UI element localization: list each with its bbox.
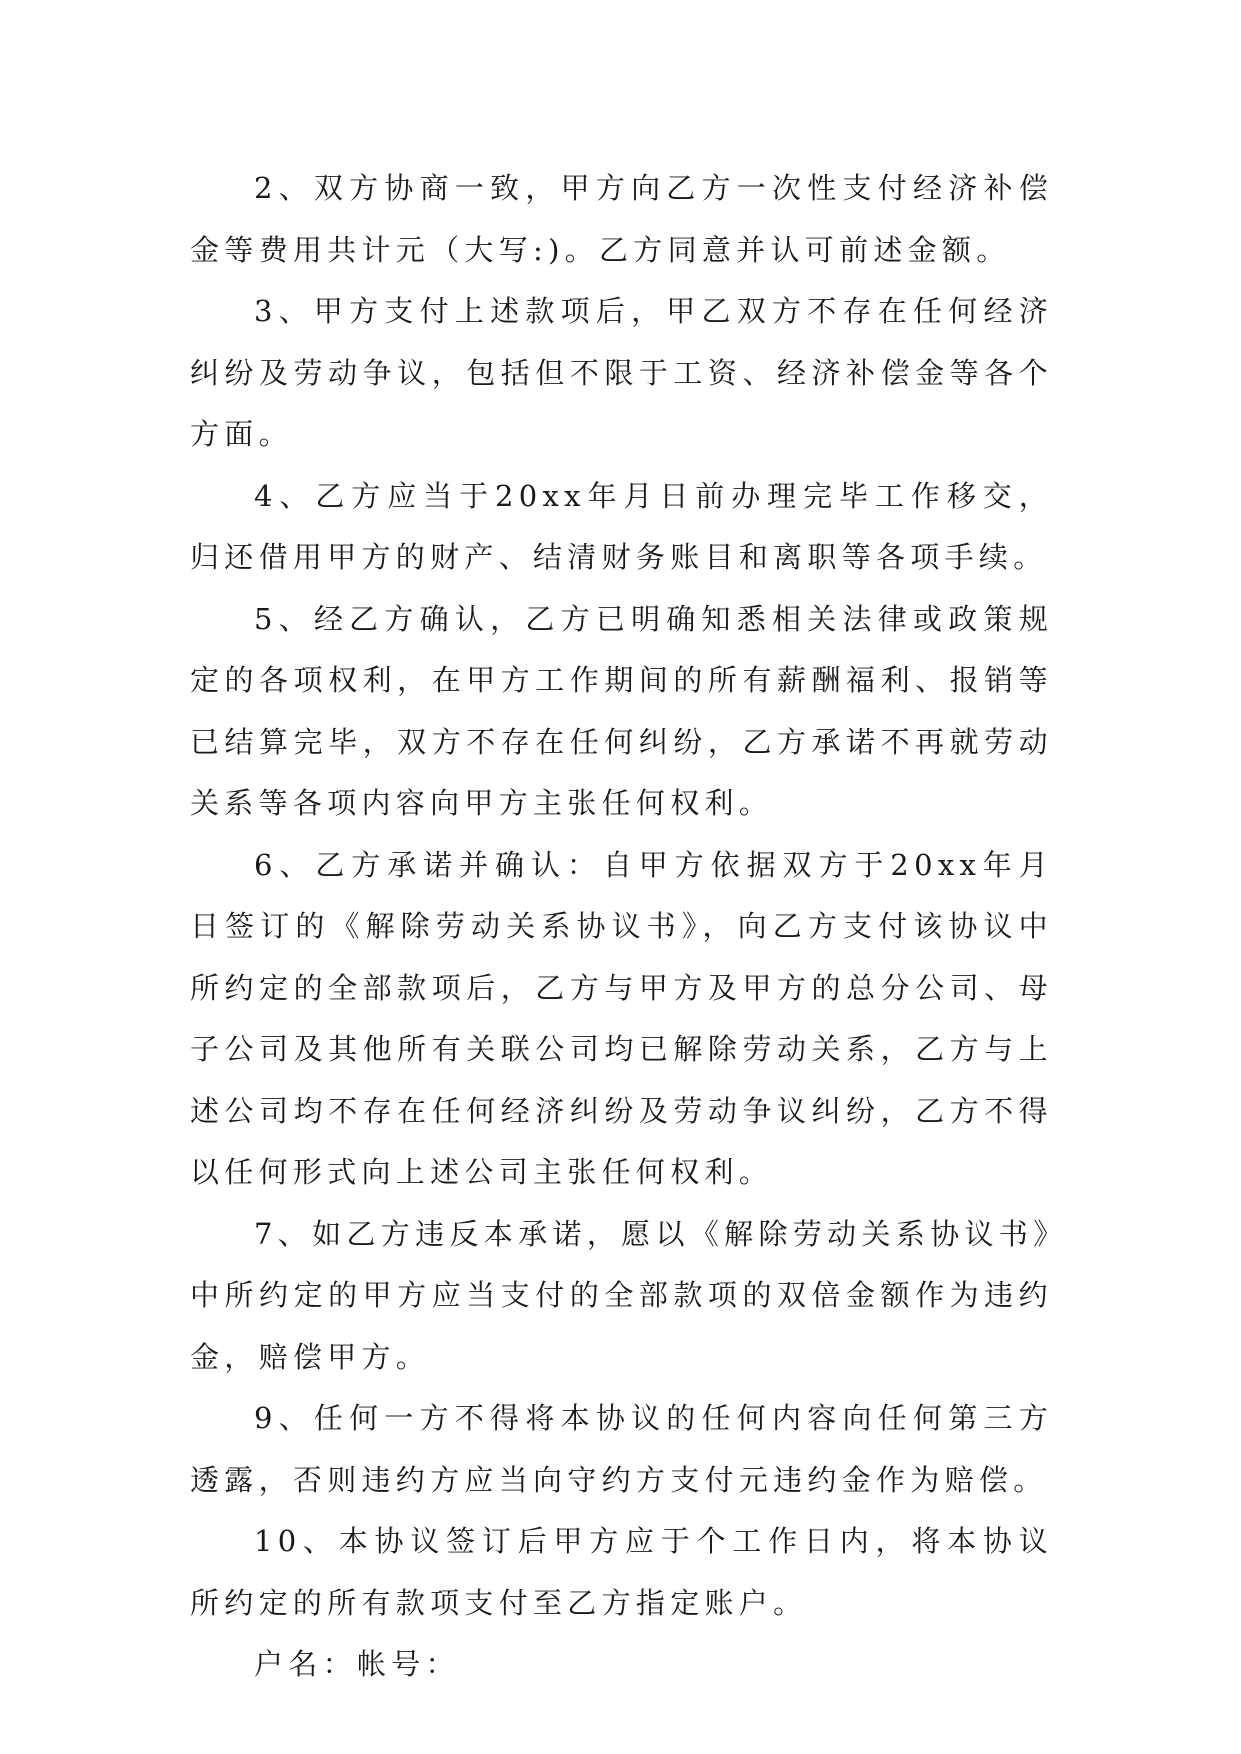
clause-7: 7、如乙方违反本承诺，愿以《解除劳动关系协议书》中所约定的甲方应当支付的全部款项的双倍金额作为违约金，赔偿甲方。 (190, 1216, 1053, 1374)
account-info-line: 户名：帐号： (254, 1647, 460, 1681)
clause-9: 9、任何一方不得将本协议的任何内容向任何第三方透露，否则违约方应当向守约方支付元违约金作为赔偿。 (190, 1401, 1053, 1497)
clause-2: 2、双方协商一致，甲方向乙方一次性支付经济补偿金等费用共计元（大写:)。乙方同意并认可前述金额。 (190, 171, 1053, 267)
clause-6: 6、乙方承诺并确认：自甲方依据双方于20xx年月日签订的《解除劳动关系协议书》，向乙方支付该协议中所约定的全部款项后，乙方与甲方及甲方的总分公司、母子公司及其他所有关联公司均已解除劳动关系，乙方与上述公司均不存在任何经济纠纷及劳动争议纠纷，乙方不得以任何形式向上述公司主张任何权利。 (190, 847, 1053, 1189)
clause-4: 4、乙方应当于20xx年月日前办理完毕工作移交，归还借用甲方的财产、结清财务账目和离职等各项手续。 (190, 478, 1053, 574)
document-body (190, 158, 1053, 1696)
clause-3: 3、甲方支付上述款项后，甲乙双方不存在任何经济纠纷及劳动争议，包括但不限于工资、经济补偿金等各个方面。 (190, 294, 1053, 451)
clause-10: 10、本协议签订后甲方应于个工作日内，将本协议所约定的所有款项支付至乙方指定账户。 (190, 1524, 1053, 1620)
clause-5: 5、经乙方确认，乙方已明确知悉相关法律或政策规定的各项权利，在甲方工作期间的所有薪酬福利、报销等已结算完毕，双方不存在任何纠纷，乙方承诺不再就劳动关系等各项内容向甲方主张任何权利。 (190, 601, 1053, 820)
